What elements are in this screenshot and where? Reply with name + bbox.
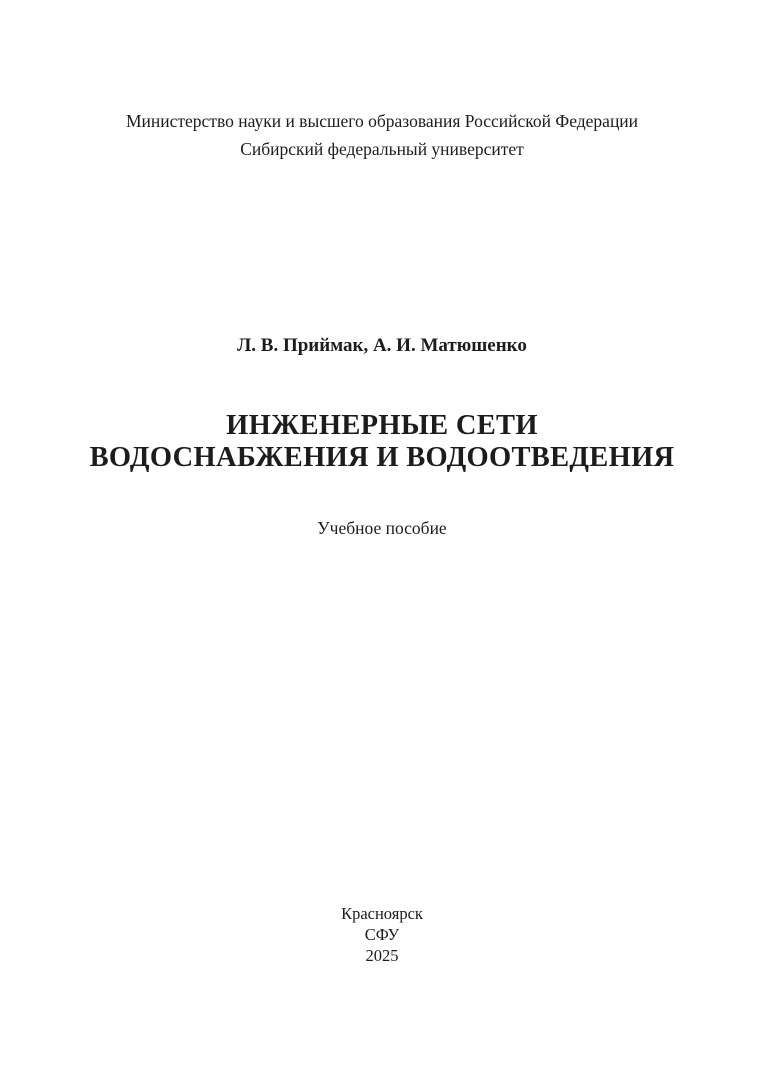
imprint-publisher: СФУ xyxy=(364,925,400,944)
book-title-line-1: ИНЖЕНЕРНЫЕ СЕТИ xyxy=(226,410,538,441)
authors-line: Л. В. Приймак, А. И. Матюшенко xyxy=(237,335,527,356)
imprint-block xyxy=(0,903,764,966)
book-title-line-2: ВОДОСНАБЖЕНИЯ И ВОДООТВЕДЕНИЯ xyxy=(89,442,675,473)
university-line: Сибирский федеральный университет xyxy=(240,139,524,159)
edition-subtitle: Учебное пособие xyxy=(317,518,447,538)
book-title xyxy=(0,410,764,474)
imprint-city: Красноярск xyxy=(341,904,423,923)
publisher-header xyxy=(0,107,764,163)
ministry-line: Министерство науки и высшего образования Российской Федерации xyxy=(125,111,639,131)
imprint-year: 2025 xyxy=(365,946,399,965)
